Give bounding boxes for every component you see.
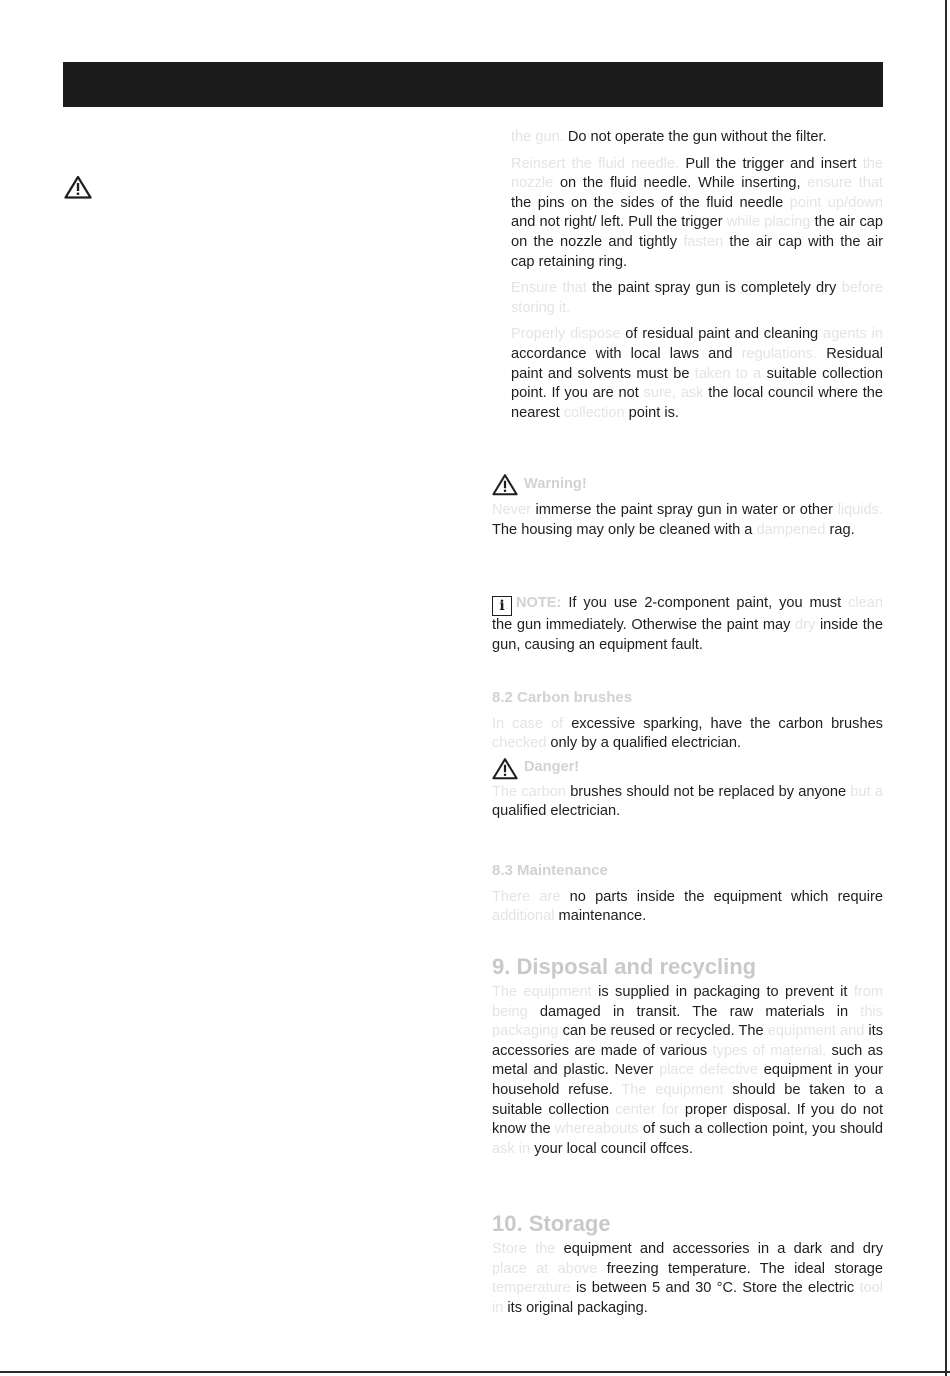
- storage-section: [492, 1211, 883, 1318]
- dispose-paragraph: Properly dispose of residual paint and cleaning agents in accordance with local laws and regulations. Residual paint and solvents must be taken to a suitable collection point. If you are not sure, ask the local council where the nearest collection point is.: [511, 326, 884, 421]
- warning-icon: [64, 175, 92, 199]
- storage-heading: 10. Storage: [492, 1211, 611, 1236]
- warning-icon: [492, 473, 518, 496]
- disposal-section: [492, 954, 883, 1159]
- warning-icon: [492, 757, 518, 780]
- danger-title: Danger!: [524, 759, 580, 776]
- note-block: [492, 594, 883, 655]
- warning-heading: [492, 473, 883, 496]
- maintenance-text: There are no parts inside the equipment which require additional maintenance.: [492, 888, 884, 925]
- dry-paragraph: Ensure that the paint spray gun is completely dry before storing it.: [511, 280, 883, 316]
- info-icon: i: [492, 596, 512, 616]
- reinsert-paragraph: Reinsert the fluid needle. Pull the trigger and insert the nozzle on the fluid needle. While inserting, ensure that the pins on the sides of the fluid needle point up/down and not right/ left. Pull the trigger while placing the air cap on the nozzle and tightly fasten the air cap with the air cap retaining ring.: [511, 155, 883, 270]
- danger-text: The carbon brushes should not be replaced by anyone but a qualified electrician.: [492, 783, 883, 820]
- filter-paragraph: the gun. Do not operate the gun without the filter.: [511, 129, 827, 145]
- carbon-brushes-heading: 8.2 Carbon brushes: [492, 689, 633, 706]
- header-bar: [63, 62, 883, 107]
- note-text: i NOTE: If you use 2-component paint, you must clean the gun immediately. Otherwise the paint may dry inside the gun, causing an equipment fault.: [492, 595, 883, 653]
- disposal-heading: 9. Disposal and recycling: [492, 954, 757, 979]
- disposal-text: The equipment is supplied in packaging to prevent it from being damaged in transit. The raw materials in this packaging can be reused or recycled. The equipment and its accessories are made of various types of material, such as metal and plastic. Never place defective equipment in your household refuse. The equipment should be taken to a suitable collection center for proper disposal. If you do not know the whereabouts of such a collection point, you should ask in your local council offces.: [492, 984, 884, 1157]
- maintenance-heading: 8.3 Maintenance: [492, 862, 608, 879]
- maintenance-section: [492, 861, 883, 927]
- carbon-brushes-text: In case of excessive sparking, have the carbon brushes checked only by a qualified electrician.: [492, 715, 883, 752]
- storage-text: Store the equipment and accessories in a dark and dry place at above freezing temperature. The ideal storage temperature is between 5 and 30 °C. Store the electric tool in its original packaging.: [492, 1241, 884, 1316]
- carbon-brushes-section: [492, 688, 883, 822]
- warning-text: Never immerse the paint spray gun in water or other liquids. The housing may only be cleaned with a dampened rag.: [492, 502, 884, 538]
- page-border-bottom: [0, 1371, 950, 1373]
- warning-title: Warning!: [524, 475, 587, 492]
- warning-block: [492, 473, 883, 540]
- page-border-right: [945, 0, 947, 1376]
- danger-heading: [492, 757, 883, 780]
- cleaning-block: [492, 128, 883, 423]
